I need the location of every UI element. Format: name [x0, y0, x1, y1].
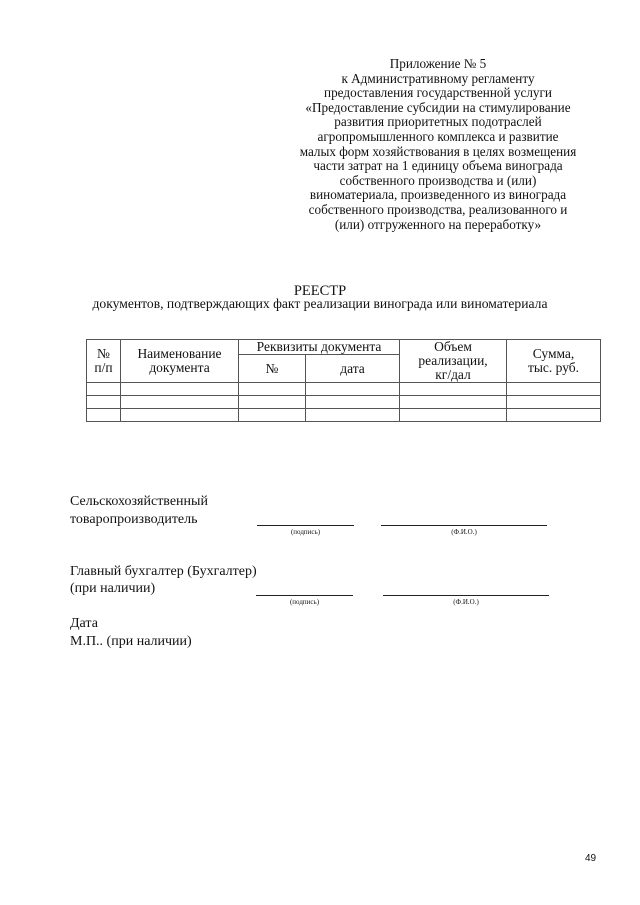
header-doc-name-line: Наименование	[137, 346, 222, 361]
appendix-line: собственного производства, реализованного и	[308, 201, 568, 217]
table-cell	[400, 396, 507, 409]
table-cell	[507, 383, 601, 396]
appendix-line: малых форм хозяйствования в целях возмещения	[299, 143, 577, 159]
header-volume	[400, 340, 507, 383]
header-volume-line: кг/дал	[435, 367, 471, 382]
table-cell	[306, 409, 400, 422]
table-cell	[507, 396, 601, 409]
header-volume-line: реализации,	[418, 353, 488, 368]
table-cell	[306, 383, 400, 396]
registry-table	[86, 339, 601, 422]
producer-label-line2: товаропроизводитель	[70, 512, 198, 527]
table-row	[87, 383, 601, 396]
table-cell	[239, 383, 306, 396]
appendix-line: собственного производства и (или)	[339, 172, 537, 188]
producer-name-caption: (Ф.И.О.)	[451, 528, 477, 536]
accountant-label-line1: Главный бухгалтер (Бухгалтер)	[70, 564, 257, 579]
registry-title: РЕЕСТР	[293, 283, 347, 299]
accountant-signature-caption: (подпись)	[289, 598, 320, 606]
table-cell	[87, 409, 121, 422]
producer-signature-line	[257, 525, 354, 526]
table-cell	[121, 383, 239, 396]
header-num-line: п/п	[94, 360, 113, 375]
appendix-line: Приложение № 5	[389, 56, 487, 71]
table-cell	[239, 409, 306, 422]
table-cell	[400, 383, 507, 396]
registry-subtitle: документов, подтверждающих факт реализации винограда или виноматериала	[92, 296, 548, 311]
table-cell	[87, 383, 121, 396]
producer-label-line1: Сельскохозяйственный	[70, 494, 208, 509]
producer-signature-caption: (подпись)	[290, 528, 321, 536]
header-sum-line: тыс. руб.	[527, 360, 580, 375]
table-cell	[121, 409, 239, 422]
header-requisites: Реквизиты документа	[239, 340, 400, 355]
appendix-line: «Предоставление субсидии на стимулирование	[305, 99, 571, 115]
producer-name-line	[381, 525, 547, 526]
date-label: Дата	[70, 616, 98, 631]
table-cell	[507, 409, 601, 422]
table-cell	[306, 396, 400, 409]
header-sum-line: Сумма,	[532, 346, 575, 361]
appendix-line: предоставления государственной услуги	[324, 85, 552, 101]
appendix-line: виноматериала, произведенного из винограда	[309, 187, 567, 203]
appendix-line: развития приоритетных подотраслей	[334, 114, 542, 130]
appendix-line: (или) отгруженного на переработку»	[334, 216, 542, 232]
table-row	[87, 396, 601, 409]
stamp-label: М.П.. (при наличии)	[70, 634, 192, 649]
header-sum	[507, 340, 601, 383]
accountant-name-line	[383, 595, 549, 596]
table-cell	[87, 396, 121, 409]
header-doc-name	[121, 340, 239, 383]
appendix-header	[262, 57, 614, 232]
header-num	[87, 340, 121, 383]
header-num-line: №	[97, 346, 110, 361]
accountant-signature-line	[256, 595, 353, 596]
table-row	[87, 409, 601, 422]
appendix-line: части затрат на 1 единицу объема винограда	[313, 158, 563, 174]
table-cell	[121, 396, 239, 409]
accountant-name-caption: (Ф.И.О.)	[453, 598, 479, 606]
header-req-date: дата	[306, 355, 400, 383]
appendix-line: агропромышленного комплекса и развитие	[317, 128, 559, 144]
header-volume-line: Объем	[434, 339, 472, 354]
page-number: 49	[585, 853, 597, 864]
header-req-number: №	[239, 355, 306, 383]
table-cell	[400, 409, 507, 422]
header-doc-name-line: документа	[149, 360, 210, 375]
table-cell	[239, 396, 306, 409]
accountant-label-line2: (при наличии)	[70, 581, 156, 596]
appendix-line: к Административному регламенту	[341, 70, 535, 86]
